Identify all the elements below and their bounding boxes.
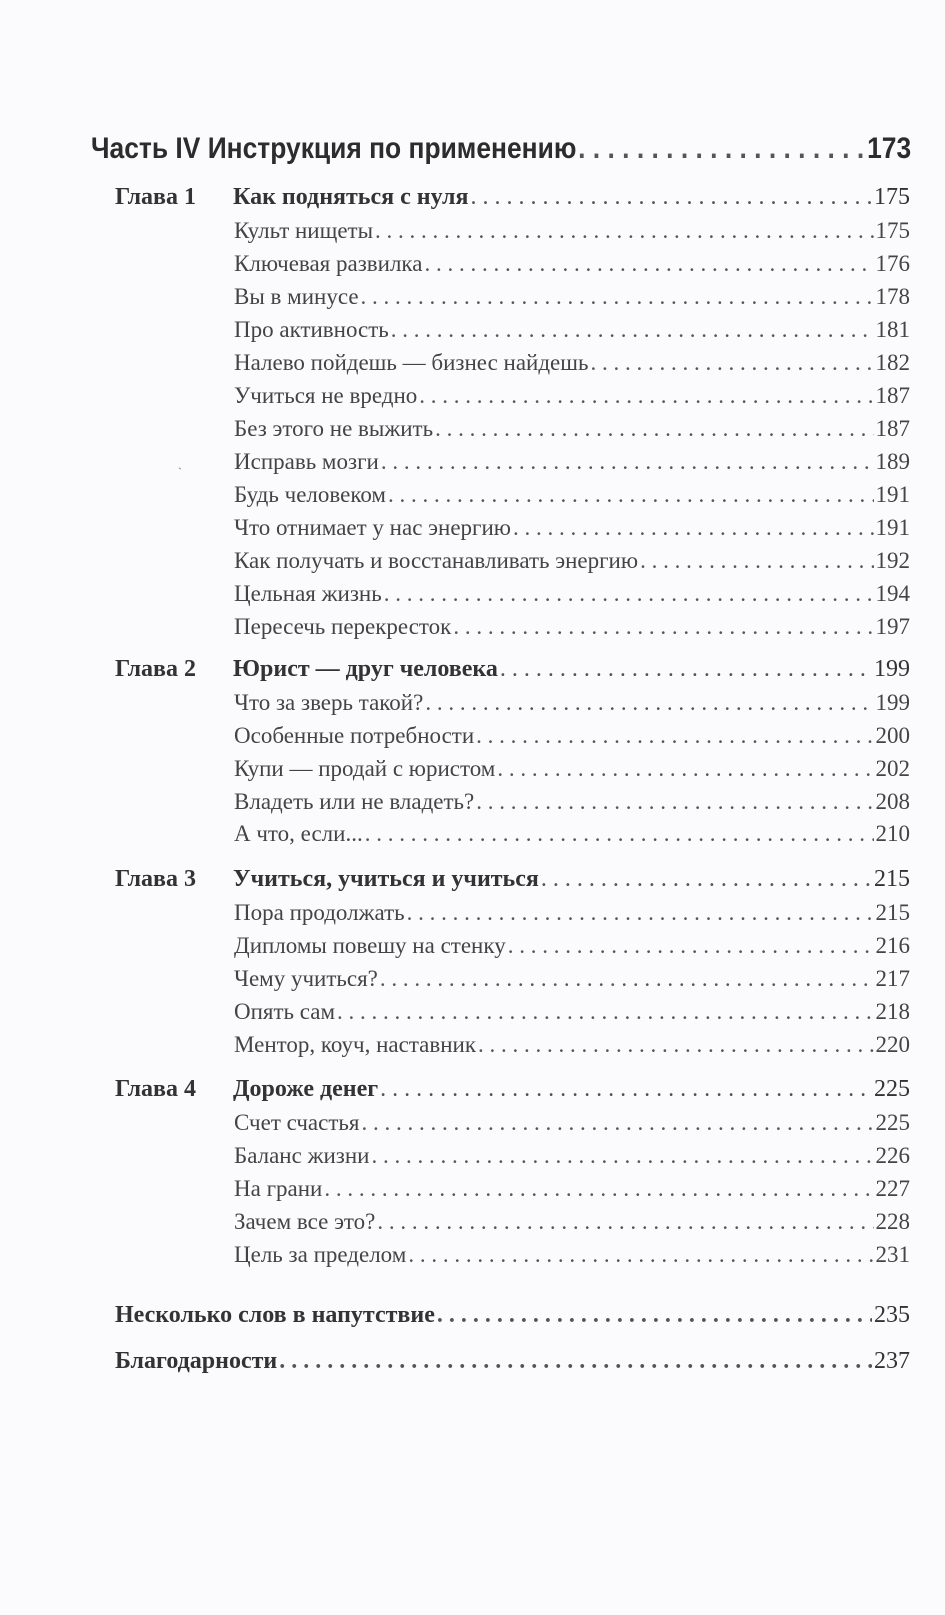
dot-leader: [541, 866, 872, 893]
dot-leader: [388, 482, 874, 508]
page-number: 227: [875, 1176, 910, 1201]
dot-leader: [437, 1302, 872, 1329]
section-title: Счет счастья: [234, 1110, 360, 1135]
page-number: 187: [875, 383, 910, 408]
toc-part-heading[interactable]: [91, 132, 911, 166]
section-title: Налево пойдешь — бизнес найдешь: [234, 350, 589, 375]
page-number: 228: [875, 1209, 910, 1234]
page-number: 200: [875, 723, 910, 748]
chapter-title: Дороже денег: [233, 1076, 379, 1102]
section-title: Пора продолжать: [234, 900, 405, 925]
section-title: Что отнимает у нас энергию: [234, 515, 511, 540]
page-number: 226: [875, 1143, 910, 1168]
page-number: 235: [874, 1302, 910, 1328]
toc-section[interactable]: [234, 900, 910, 926]
toc-chapter-1[interactable]: [115, 184, 910, 211]
chapter-label: Глава 1: [115, 184, 196, 210]
section-title: Чему учиться?: [234, 966, 378, 991]
dot-leader: [453, 614, 873, 640]
section-title: Опять сам: [234, 999, 336, 1024]
toc-chapter-2[interactable]: [115, 656, 910, 683]
toc-section[interactable]: [234, 482, 910, 508]
dot-leader: [375, 218, 873, 244]
dot-leader: [500, 656, 872, 683]
section-title: Исправь мозги: [234, 449, 379, 474]
dot-leader: [324, 1176, 873, 1202]
page-number: 237: [874, 1348, 910, 1374]
dot-leader: [279, 1348, 872, 1375]
section-title: Цельная жизнь: [234, 581, 382, 606]
toc-section[interactable]: [234, 383, 910, 409]
section-title: Дипломы повешу на стенку: [234, 933, 506, 958]
dot-leader: [407, 900, 874, 926]
toc-section[interactable]: [234, 756, 910, 782]
section-title: Что за зверь такой?: [234, 690, 424, 715]
toc-section[interactable]: [234, 614, 910, 640]
toc-section[interactable]: [234, 548, 910, 574]
section-title: Ключевая развилка: [234, 251, 423, 276]
dot-leader: [391, 317, 874, 343]
page-number: 231: [875, 1242, 910, 1267]
section-title: Будь человеком: [234, 482, 386, 507]
page-number: 208: [875, 789, 910, 814]
dot-leader: [508, 933, 874, 959]
page-number: 175: [874, 184, 910, 210]
page-number: 189: [875, 449, 910, 474]
dot-leader: [380, 1076, 872, 1103]
dot-leader: [377, 1209, 873, 1235]
page-number: 181: [875, 317, 910, 342]
page-number: 176: [875, 251, 910, 276]
page-number: 199: [875, 690, 910, 715]
section-title: Без этого не выжить: [234, 416, 434, 441]
page-number: 182: [875, 350, 910, 375]
page-number: 192: [875, 548, 910, 573]
dot-leader: [590, 350, 873, 376]
page-number: 225: [875, 1110, 910, 1135]
page-number: 202: [875, 756, 910, 781]
toc-section[interactable]: [234, 999, 910, 1025]
dot-leader: [371, 1143, 873, 1169]
page-number: 225: [874, 1076, 910, 1102]
page-number: 187: [875, 416, 910, 441]
page-number: 194: [875, 581, 910, 606]
toc-section[interactable]: [234, 690, 910, 716]
toc-entry-afterword[interactable]: [115, 1302, 910, 1329]
dot-leader: [425, 690, 873, 716]
page-number: 178: [875, 284, 910, 309]
section-title: Баланс жизни: [234, 1143, 370, 1168]
toc-section[interactable]: [234, 1032, 910, 1058]
entry-title: Благодарности: [115, 1348, 278, 1374]
page-number: 173: [867, 132, 912, 165]
page-number: 215: [874, 866, 910, 892]
dot-leader: [380, 966, 874, 992]
dot-leader: [381, 449, 874, 475]
dot-leader: [470, 184, 872, 211]
toc-section[interactable]: [234, 1209, 910, 1235]
dot-leader: [361, 284, 874, 310]
page-number: 210: [875, 821, 910, 846]
toc-chapter-3[interactable]: [115, 866, 910, 893]
section-title: Ментор, коуч, наставник: [234, 1032, 477, 1057]
toc-section[interactable]: [234, 581, 910, 607]
dot-leader: [578, 132, 865, 166]
dot-leader: [513, 515, 874, 541]
page-number: 220: [875, 1032, 910, 1057]
chapter-label: Глава 4: [115, 1076, 196, 1102]
dot-leader: [384, 581, 874, 607]
section-title: Купи — продай с юристом: [234, 756, 496, 781]
page-number: 199: [874, 656, 910, 682]
dot-leader: [640, 548, 873, 574]
section-title: Учиться не вредно: [234, 383, 418, 408]
entry-title: Несколько слов в напутствие: [115, 1302, 435, 1328]
toc-section[interactable]: [234, 1176, 910, 1202]
section-title: Вы в минусе: [234, 284, 359, 309]
toc-section[interactable]: [234, 966, 910, 992]
toc-section[interactable]: [234, 416, 910, 442]
dot-leader: [408, 1242, 873, 1268]
page-number: 175: [875, 218, 910, 243]
chapter-title: Как подняться с нуля: [233, 184, 469, 210]
part-title: Часть IV Инструкция по применению: [91, 132, 577, 165]
toc-section[interactable]: [234, 933, 910, 959]
toc-chapter-4[interactable]: [115, 1076, 910, 1103]
toc-entry-acknowledgements[interactable]: [115, 1348, 910, 1375]
dot-leader: [419, 383, 873, 409]
section-title: Цель за пределом: [234, 1242, 407, 1267]
section-title: Про активность: [234, 317, 389, 342]
chapter-title: Юрист — друг человека: [233, 656, 498, 682]
toc-section[interactable]: [234, 317, 910, 343]
toc-section[interactable]: [234, 218, 910, 244]
toc-section[interactable]: [234, 284, 910, 310]
page-number: 197: [875, 614, 910, 639]
chapter-label: Глава 3: [115, 866, 196, 892]
toc-section[interactable]: [234, 723, 910, 749]
page-number: 191: [875, 482, 910, 507]
toc-section[interactable]: [234, 1143, 910, 1169]
toc-section[interactable]: [234, 515, 910, 541]
section-title: На грани: [234, 1176, 323, 1201]
dot-leader: [497, 756, 873, 782]
section-title: Как получать и восстанавливать энергию: [234, 548, 639, 573]
toc-section[interactable]: [234, 449, 910, 475]
toc-section[interactable]: [234, 251, 910, 277]
dot-leader: [337, 999, 873, 1025]
dot-leader: [365, 821, 874, 847]
toc-section[interactable]: [234, 789, 910, 815]
page-number: 217: [875, 966, 910, 991]
stray-pen-mark: ˎ: [178, 456, 182, 470]
toc-section[interactable]: [234, 1242, 910, 1268]
toc-section[interactable]: [234, 821, 910, 847]
section-title: Культ нищеты: [234, 218, 374, 243]
dot-leader: [361, 1110, 873, 1136]
section-title: Особенные потребности: [234, 723, 475, 748]
toc-section[interactable]: [234, 350, 910, 376]
section-title: А что, если...: [234, 821, 363, 846]
dot-leader: [476, 723, 873, 749]
chapter-title: Учиться, учиться и учиться: [233, 866, 539, 892]
page-number: 215: [875, 900, 910, 925]
section-title: Зачем все это?: [234, 1209, 376, 1234]
page-number: 191: [875, 515, 910, 540]
dot-leader: [476, 789, 873, 815]
section-title: Пересечь перекресток: [234, 614, 452, 639]
dot-leader: [424, 251, 873, 277]
section-title: Владеть или не владеть?: [234, 789, 475, 814]
chapter-label: Глава 2: [115, 656, 196, 682]
toc-section[interactable]: [234, 1110, 910, 1136]
dot-leader: [435, 416, 873, 442]
dot-leader: [478, 1032, 873, 1058]
page-number: 218: [875, 999, 910, 1024]
page-number: 216: [875, 933, 910, 958]
